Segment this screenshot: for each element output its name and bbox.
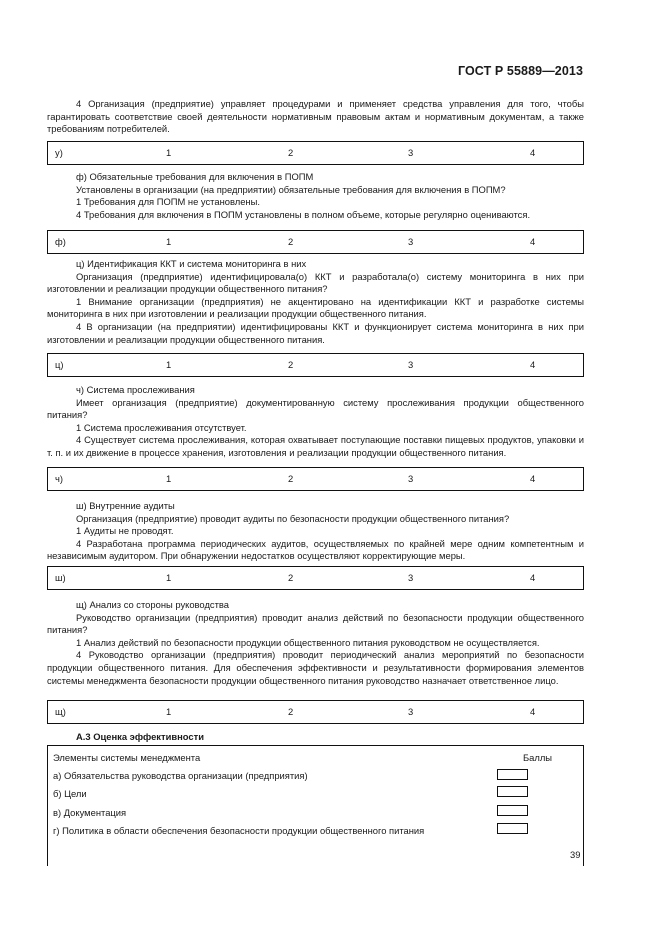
rating-box-sh [47, 566, 584, 590]
option-4-text: 4 Требования для включения в ПОПМ установлены в полном объеме, которые регулярно оцениваются. [76, 208, 531, 220]
option-1-text: 1 Требования для ПОПМ не установлены. [76, 196, 260, 208]
intro-paragraph: 4 Организация (предприятие) управляет процедурами и применяет средства управления для того, чтобы гарантировать соответствие своей деятельности нормативным правовым актам и нормативным документам, а также требованиям потребителей. [47, 98, 584, 135]
rating-label: щ) [55, 706, 66, 717]
effectiveness-table [47, 745, 584, 866]
section-f [47, 171, 584, 221]
section-title: щ) Анализ со стороны руководства [76, 599, 229, 610]
table-row-label: г) Политика в области обеспечения безопасности продукции общественного питания [53, 825, 425, 836]
section-title: ф) Обязательные требования для включения в ПОПМ [76, 171, 314, 182]
rating-option-4[interactable]: 4 [530, 359, 536, 370]
section-title: ч) Система прослеживания [76, 384, 195, 395]
section-sh [47, 500, 584, 563]
score-input[interactable] [497, 823, 528, 834]
rating-option-3[interactable]: 3 [408, 359, 414, 370]
option-1-text: 1 Аудиты не проводят. [76, 525, 174, 537]
rating-option-2[interactable]: 2 [288, 706, 294, 717]
intro-block [47, 98, 584, 136]
section-question: Организация (предприятие) проводит аудиты по безопасности продукции общественного питания? [76, 512, 510, 524]
rating-option-2[interactable]: 2 [288, 572, 294, 583]
rating-label: ш) [55, 572, 66, 583]
rating-label: ч) [55, 473, 64, 484]
rating-label: ц) [55, 359, 64, 370]
section-ch [47, 384, 584, 460]
rating-option-3[interactable]: 3 [408, 572, 414, 583]
rating-option-1[interactable]: 1 [166, 236, 172, 247]
rating-option-4[interactable]: 4 [530, 236, 536, 247]
option-1-text: 1 Анализ действий по безопасности продукции общественного питания руководством не осуществляется. [76, 636, 540, 648]
rating-option-3[interactable]: 3 [408, 236, 414, 247]
score-input[interactable] [497, 769, 528, 780]
table-row-label: а) Обязательства руководства организации (предприятия) [53, 770, 308, 781]
section-question: Руководство организации (предприятия) проводит анализ действий по безопасности продукции общественного питания? [47, 611, 584, 636]
section-question: Имеет организация (предприятие) документированную систему прослеживания продукции общественного питания? [47, 396, 584, 421]
option-4-text: 4 Существует система прослеживания, которая охватывает поступающие поставки пищевых продуктов, упаковки и т. п. и их движение в процессе хранения, изготовления и реализации продукции общественного питания. [47, 434, 584, 458]
rating-box-shch [47, 700, 584, 724]
rating-label: ф) [55, 236, 66, 247]
rating-option-1[interactable]: 1 [166, 572, 172, 583]
section-question: Организация (предприятие) идентифицировала(о) ККТ и разработала(о) систему мониторинга в них при изготовлении и реализации продукции общественного питания? [47, 270, 584, 295]
rating-option-4[interactable]: 4 [530, 147, 536, 158]
section-heading-a3: А.3 Оценка эффективности [76, 731, 204, 742]
option-4-text: 4 В организации (на предприятии) идентифицированы ККТ и функционирует система мониторинга в них при изготовлении и реализации продукции общественного питания. [47, 320, 584, 345]
rating-option-2[interactable]: 2 [288, 359, 294, 370]
rating-option-2[interactable]: 2 [288, 147, 294, 158]
rating-option-3[interactable]: 3 [408, 147, 414, 158]
rating-box-ts [47, 353, 584, 377]
score-input[interactable] [497, 786, 528, 797]
rating-option-2[interactable]: 2 [288, 473, 294, 484]
rating-option-4[interactable]: 4 [530, 572, 536, 583]
rating-option-4[interactable]: 4 [530, 473, 536, 484]
rating-label: у) [55, 147, 63, 158]
rating-option-4[interactable]: 4 [530, 706, 536, 717]
section-title: ц) Идентификация ККТ и система мониторинга в них [76, 258, 307, 269]
option-1-text: 1 Внимание организации (предприятия) не акцентировано на идентификации ККТ и разработке системы мониторинга в них при изготовлении и реализации продукции общественного питания. [47, 295, 584, 320]
table-row-label: б) Цели [53, 788, 87, 799]
rating-option-1[interactable]: 1 [166, 359, 172, 370]
document-code: ГОСТ Р 55889—2013 [457, 64, 583, 78]
rating-option-1[interactable]: 1 [166, 147, 172, 158]
rating-option-3[interactable]: 3 [408, 473, 414, 484]
rating-option-1[interactable]: 1 [166, 473, 172, 484]
page-number: 39 [570, 849, 581, 860]
section-ts [47, 258, 584, 346]
section-question: Установлены в организации (на предприятии) обязательные требования для включения в ПОПМ? [76, 183, 506, 195]
score-input[interactable] [497, 805, 528, 816]
rating-option-2[interactable]: 2 [288, 236, 294, 247]
rating-option-1[interactable]: 1 [166, 706, 172, 717]
option-1-text: 1 Система прослеживания отсутствует. [76, 421, 247, 433]
section-title: ш) Внутренние аудиты [76, 500, 175, 511]
column-header-elements: Элементы системы менеджмента [53, 752, 201, 763]
column-header-score: Баллы [523, 752, 553, 763]
option-4-text: 4 Руководство организации (предприятия) проводит периодический анализ мероприятий по безопасности продукции общественного питания. Для обеспечения эффективности и результативности формирования элементов системы менеджмента безопасности продукции общественного питания руководство назначает ответственное лицо. [47, 649, 584, 686]
rating-box-f [47, 230, 584, 254]
rating-option-3[interactable]: 3 [408, 706, 414, 717]
rating-box-ch [47, 467, 584, 491]
section-shch [47, 599, 584, 687]
table-row-label: в) Документация [53, 807, 127, 818]
option-4-text: 4 Разработана программа периодических аудитов, осуществляемых по крайней мере одним компетентным и независимым аудитором. При обнаружении недостатков осуществляют корректирующие меры. [47, 537, 584, 562]
rating-box-u [47, 141, 584, 165]
